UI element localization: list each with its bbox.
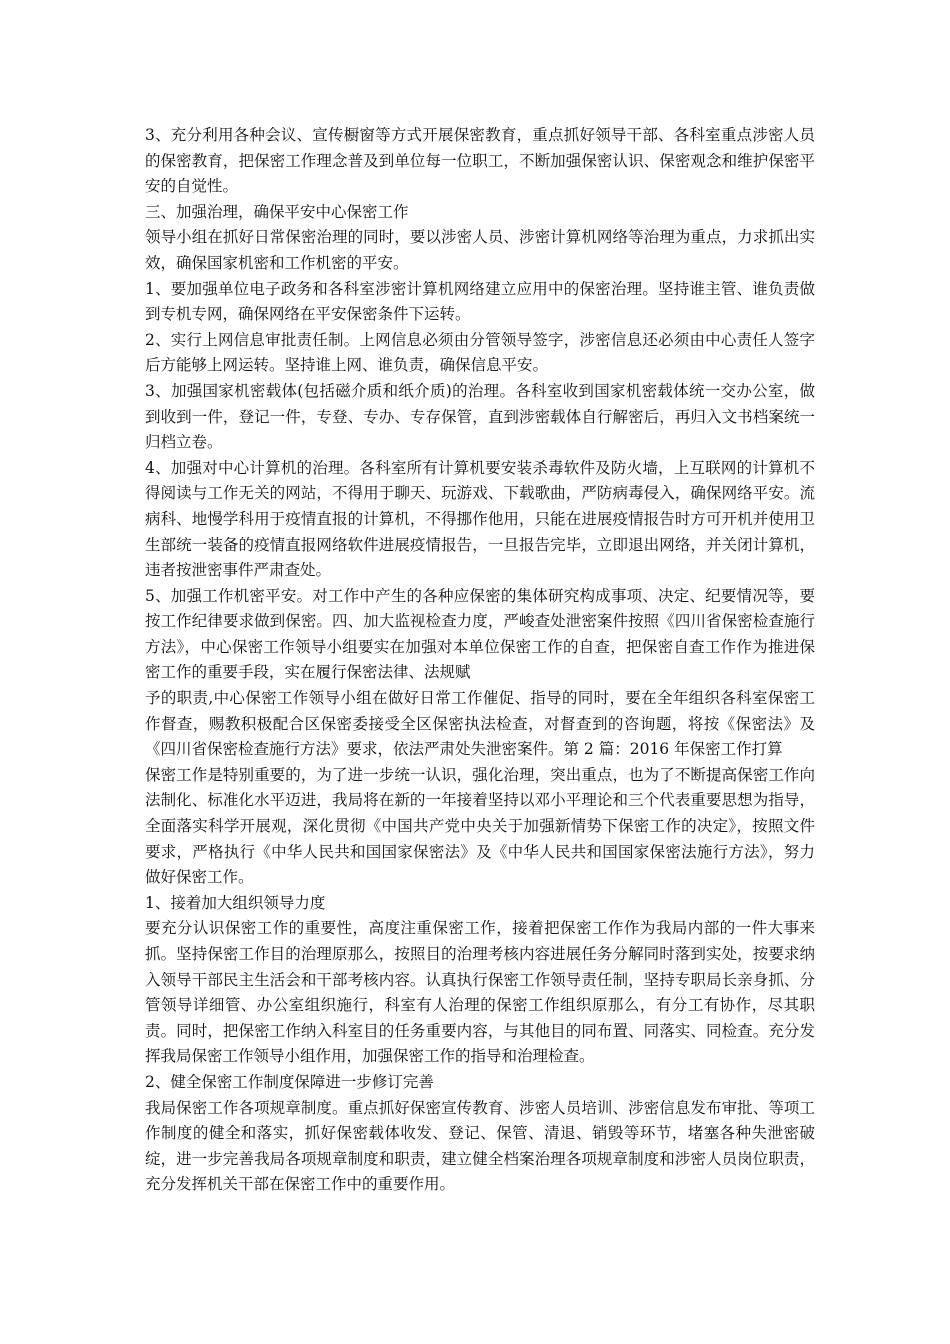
heading-system-improvement: 2、健全保密工作制度保障进一步修订完善 [145,1072,434,1091]
paragraph-regulations: 我局保密工作各项规章制度。重点抓好保密宣传教育、涉密人员培训、涉密信息发布审批、等项工作制度的健全和落实，抓好保密载体收发、登记、保管、清退、销毁等环节，堵塞各种失泄密破绽，进一步完善我局各项规章制度和职责，建立健全档案治理各项规章制度和涉密人员岗位职责，充分发挥机关干部在保密工作中的重要作用。 [145,1098,815,1194]
heading-strengthen-management: 三、加强治理，确保平安中心保密工作 [145,202,409,221]
paragraph-secret-carriers: 3、加强国家机密载体(包括磁介质和纸介质)的治理。各科室收到国家机密载体统一交办公室，做到收到一件，登记一件，专登、专办、专存保管，直到涉密载体自行解密后，再归入文书档案统一归档立卷。 [145,381,815,452]
paragraph-publicity-education: 3、充分利用各种会议、宣传橱窗等方式开展保密教育，重点抓好领导干部、各科室重点涉密人员的保密教育，把保密工作理念普及到单位每一位职工，不断加强保密认识、保密观念和维护保密平安的自觉性。 [145,126,815,196]
paragraph-2016-plan-intro: 保密工作是特别重要的，为了进一步统一认识，强化治理，突出重点，也为了不断提高保密工作向法制化、标准化水平迈进，我局将在新的一年接着坚持以邓小平理论和三个代表重要思想为指导，全面落实科学开展观，深化贯彻《中国共产党中央关于加强新情势下保密工作的决定》，按照文件要求，严格执行《中华人民共和国国家保密法》及《中华人民共和国国家保密法施行方法》，努力做好保密工作。 [145,765,815,887]
paragraph-network-management: 1、要加强单位电子政务和各科室涉密计算机网络建立应用中的保密治理。坚持谁主管、谁负责做到专机专网，确保网络在平安保密条件下运转。 [145,279,815,324]
document-page [145,123,815,1198]
paragraph-computer-management: 4、加强对中心计算机的治理。各科室所有计算机要安装杀毒软件及防火墙，上互联网的计算机不得阅读与工作无关的网站，不得用于聊天、玩游戏、下载歌曲，严防病毒侵入，确保网络平安。流病科、地慢学科用于疫情直报的计算机，不得挪作他用，只能在进展疫情报告时方可开机并使用卫生部统一装备的疫情直报网络软件进展疫情报告，一旦报告完毕，立即退出网络，并关闭计算机，违者按泄密事件严肃查处。 [145,458,815,580]
heading-organizational-leadership: 1、接着加大组织领导力度 [145,893,326,912]
paragraph-duties-inspection: 予的职责,中心保密工作领导小组在做好日常工作催促、指导的同时，要在全年组织各科室保密工作督查，赐教积极配合区保密委接受全区保密执法检查，对督查到的咨询题，将按《保密法》及《四川省保密检查施行方法》要求，依法严肃处失泄密案件。第 2 篇：2016 年保密工作打算 [145,689,815,759]
paragraph-work-secrets: 5、加强工作机密平安。对工作中产生的各种应保密的集体研究构成事项、决定、纪要情况等，要按工作纪律要求做到保密。四、加大监视检查力度，严峻查处泄密案件按照《四川省保密检查施行方法》，中心保密工作领导小组要实在加强对本单位保密工作的自查，把保密自查工作作为推进保密工作的重要手段，实在履行保密法律、法规赋 [145,586,815,682]
paragraph-online-approval: 2、实行上网信息审批责任制。上网信息必须由分管领导签字，涉密信息还必须由中心责任人签字后方能够上网运转。坚持谁上网、谁负责，确保信息平安。 [145,330,815,375]
paragraph-leadership-group: 领导小组在抓好日常保密治理的同时，要以涉密人员、涉密计算机网络等治理为重点，力求抓出实效，确保国家机密和工作机密的平安。 [145,228,815,272]
paragraph-leadership-details: 要充分认识保密工作的重要性，高度注重保密工作，接着把保密工作作为我局内部的一件大事来抓。坚持保密工作目的治理原那么，按照目的治理考核内容进展任务分解同时落到实处，按要求纳入领导干部民主生活会和干部考核内容。认真执行保密工作领导责任制，坚持专职局长亲身抓、分管领导详细管、办公室组织施行，科室有人治理的保密工作组织原那么，有分工有协作，尽其职责。同时，把保密工作纳入科室目的任务重要内容，与其他目的同布置、同落实、同检查。充分发挥我局保密工作领导小组作用，加强保密工作的指导和治理检查。 [145,919,815,1066]
